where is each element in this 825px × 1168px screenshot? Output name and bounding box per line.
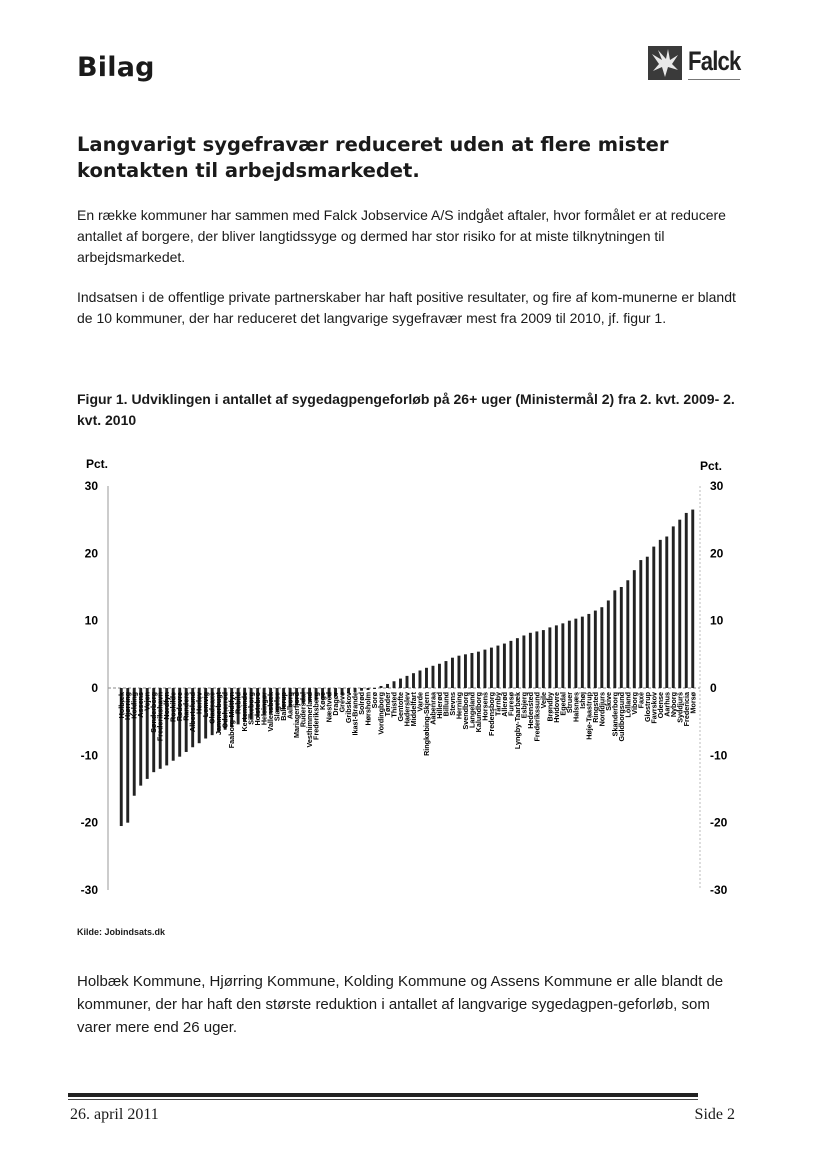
category-label: Nordfyn — [162, 692, 172, 720]
logo-text: Falck — [688, 46, 741, 76]
category-label: Guldborgsund — [616, 692, 626, 742]
bar — [451, 658, 454, 688]
category-label: Rebild — [233, 692, 243, 714]
category-label: Thisted — [389, 692, 399, 718]
bar — [483, 650, 486, 688]
bar — [393, 681, 396, 688]
y-tick-right: -10 — [710, 748, 728, 763]
document-heading: Bilag — [77, 52, 155, 83]
category-label: Vordingborg — [376, 692, 386, 735]
bar — [354, 688, 357, 692]
category-label: Holbæk — [116, 692, 126, 719]
category-label: Gladsaxe — [207, 692, 217, 724]
logo-underline — [688, 79, 740, 80]
section-title: Langvarigt sygefravær reduceret uden at flere mister kontakten til arbejdsmarkedet. — [77, 133, 669, 182]
category-label: Middelfart — [408, 692, 418, 727]
bar — [399, 679, 402, 688]
chart-source: Kilde: Jobindsats.dk — [77, 927, 166, 937]
y-axis-title-left: Pct. — [86, 457, 109, 471]
category-label: Syddjurs — [675, 692, 685, 723]
category-label: Frederikshavn — [155, 692, 165, 742]
category-label: Struer — [564, 692, 574, 714]
bar — [685, 513, 688, 688]
bar — [548, 627, 551, 688]
category-label: Ringsted — [590, 692, 600, 723]
category-label: Varde — [415, 692, 425, 712]
category-label: Vejen — [142, 692, 152, 711]
bar — [516, 638, 519, 688]
closing-paragraph: Holbæk Kommune, Hjørring Kommune, Kolding Kommune og Assens Kommune er alle blandt de kommuner, der har haft den største reduktion i antallet af langvarige sygedagpen-geforløb, som varer mere end 26 uger. — [77, 973, 724, 1036]
bar — [620, 587, 623, 688]
category-label: Odsherred — [220, 692, 230, 729]
category-label: Glostrup — [642, 692, 652, 722]
category-label: Ballerup — [279, 692, 289, 721]
bar — [665, 537, 668, 689]
category-label: Vesthimmerland — [305, 692, 315, 748]
bar — [477, 652, 480, 688]
bar — [509, 641, 512, 688]
bar — [613, 590, 616, 688]
bar — [652, 547, 655, 688]
category-label: Morsø — [688, 692, 698, 714]
bar — [438, 664, 441, 688]
category-label: Nyborg — [668, 692, 678, 718]
category-label: Roskilde — [168, 692, 178, 722]
category-label: Jammerbugt — [214, 692, 224, 736]
bar — [406, 676, 409, 688]
category-label: Favrskov — [649, 692, 659, 724]
category-label: Lyngby-Taarbæk — [512, 692, 522, 750]
bar — [561, 623, 564, 688]
category-label: Randers — [181, 692, 191, 721]
bar — [419, 670, 422, 688]
category-label: Furesø — [506, 692, 516, 716]
category-label: Kalundborg — [473, 692, 483, 733]
bar — [529, 633, 532, 688]
y-tick-left: -10 — [80, 748, 98, 763]
category-label: Faaborg-Midtfyn — [227, 692, 237, 749]
y-tick-left: 10 — [84, 613, 98, 628]
category-label: Kolding — [129, 692, 139, 719]
category-label: Brøndby — [545, 692, 555, 722]
category-label: Hillerød — [434, 692, 444, 719]
bar — [581, 617, 584, 688]
category-label: Tønder — [383, 692, 393, 717]
category-label: Greve — [337, 692, 347, 713]
page-number: Side 2 — [694, 1106, 735, 1123]
bar — [555, 625, 558, 688]
footer-rule-thin — [68, 1099, 698, 1100]
category-label: Halsnæs — [571, 692, 581, 722]
category-label: Helsingør — [259, 692, 269, 726]
falck-logo — [648, 42, 740, 82]
category-label: Slagelse — [272, 692, 282, 722]
category-label: Herlev — [194, 692, 204, 714]
category-label: Hedensted — [525, 692, 535, 729]
category-label: Herning — [454, 692, 464, 720]
category-label: Assens — [136, 692, 146, 718]
category-label: Gribskov — [344, 692, 354, 724]
category-label: Vallensbæk — [266, 692, 276, 732]
category-label: Stevns — [447, 692, 457, 716]
bar — [587, 614, 590, 688]
category-label: Viborg — [629, 692, 639, 715]
bar — [380, 686, 383, 688]
category-label: Langeland — [467, 692, 477, 728]
bar — [672, 526, 675, 688]
bar-chart — [70, 450, 750, 910]
category-label: Solrød — [357, 692, 367, 715]
category-label: Faxe — [636, 692, 646, 709]
category-label: Dragør — [331, 692, 341, 716]
bar — [425, 668, 428, 688]
category-label: Allerød — [499, 692, 509, 717]
category-label: Holstebro — [253, 692, 263, 726]
bar — [535, 631, 538, 688]
bar — [568, 621, 571, 688]
bar — [503, 644, 506, 688]
category-label: Fredericia — [681, 692, 691, 727]
bar — [646, 557, 649, 688]
bar — [626, 580, 629, 688]
category-label: Billund — [441, 692, 451, 717]
category-label: Fredensborg — [486, 692, 496, 736]
bar — [594, 611, 597, 688]
bar — [464, 654, 467, 688]
bar — [412, 673, 415, 688]
y-tick-right: -20 — [710, 815, 728, 830]
category-label: Horsens — [480, 692, 490, 721]
footer-rule — [68, 1093, 698, 1097]
category-label: Lolland — [623, 692, 633, 718]
bar — [360, 688, 363, 691]
category-label: Lemvig — [201, 692, 211, 718]
category-label: Norddjurs — [597, 692, 607, 727]
category-label: Rødovre — [175, 692, 185, 722]
bar — [600, 607, 603, 688]
category-label: Ikast-Brande — [350, 692, 360, 736]
category-label: Høje-Taastrup — [584, 692, 594, 740]
bar — [691, 510, 694, 688]
y-tick-right: 20 — [710, 546, 724, 561]
category-label: Silkeborg — [246, 692, 256, 725]
y-tick-left: 20 — [84, 546, 98, 561]
bar — [678, 520, 681, 688]
y-tick-right: -30 — [710, 883, 728, 897]
category-label: Køge — [318, 692, 328, 710]
category-label: Frederikssund — [532, 692, 542, 742]
category-label: Aalborg — [285, 692, 295, 720]
bar — [607, 600, 610, 688]
category-label: Sorø — [370, 692, 380, 709]
category-label: Ishøj — [577, 692, 587, 709]
bar — [432, 666, 435, 688]
category-label: Tårnby — [493, 692, 503, 716]
bar — [445, 661, 448, 688]
category-label: Næstved — [324, 692, 334, 723]
category-label: Ringkøbing-Skjern — [421, 692, 431, 756]
bar — [522, 635, 525, 688]
category-label: Aabenraa — [428, 692, 438, 725]
footer-date: 26. april 2011 — [70, 1106, 159, 1123]
y-tick-right: 30 — [710, 479, 724, 493]
category-label: Odense — [655, 692, 665, 719]
category-label: Mariagerfjord — [292, 692, 302, 738]
category-label: Esbjerg — [519, 692, 529, 719]
intro-paragraph: En række kommuner har sammen med Falck Jobservice A/S indgået aftaler, hvor formålet er at reducere antallet af borgere, der bliver langtidssyge og dermed har stor risiko for at miste tilknytningen til arbejdsmarkedet. — [77, 207, 726, 265]
y-tick-right: 0 — [710, 681, 717, 695]
category-label: Albertslund — [188, 692, 198, 732]
category-label: Sønderborg — [149, 692, 159, 733]
category-label: Egedal — [558, 692, 568, 716]
y-tick-right: 10 — [710, 613, 724, 628]
falck-eagle-icon — [648, 46, 682, 80]
category-label: Frederiksberg — [311, 692, 321, 740]
bar — [373, 688, 376, 689]
bar — [386, 684, 389, 688]
y-tick-left: -30 — [80, 883, 98, 897]
category-label: Skanderborg — [610, 692, 620, 737]
category-label: Gentofte — [396, 692, 406, 722]
category-label: Vejle — [538, 692, 548, 709]
category-label: Aarhus — [662, 692, 672, 717]
category-label: Svendborg — [460, 692, 470, 730]
figure-caption: Figur 1. Udviklingen i antallet af sygedagpengeforløb på 26+ uger (Ministermål 2) fra 2. kvt. 2009- 2. kvt. 2010 — [77, 391, 735, 428]
category-label: Hjørring — [123, 692, 133, 720]
y-tick-left: 0 — [91, 681, 98, 695]
bar — [496, 646, 499, 688]
bar — [659, 540, 662, 688]
category-label: Skive — [603, 692, 613, 711]
category-label: Haderslev — [402, 692, 412, 727]
bar — [367, 688, 370, 690]
y-axis-title-right: Pct. — [700, 459, 723, 473]
bar — [470, 653, 473, 688]
category-label: Kerteminde — [240, 692, 250, 732]
category-label: Rudersdal — [298, 692, 308, 728]
category-label: Hørsholm — [363, 692, 373, 726]
y-tick-left: 30 — [84, 479, 98, 493]
y-tick-left: -20 — [80, 815, 98, 830]
bar — [490, 648, 493, 688]
bar — [457, 656, 460, 688]
category-label: Hvidovre — [551, 692, 561, 723]
bar — [639, 560, 642, 688]
bar — [633, 570, 636, 688]
results-paragraph: Indsatsen i de offentlige private partnerskaber har haft positive resultater, og fire af kom-munerne er blandt de 10 kommuner, der har reduceret det langvarige sygefravær mest fra 2009 til 2010, jf. figur 1. — [77, 289, 736, 326]
bar — [574, 619, 577, 688]
bar — [542, 630, 545, 688]
